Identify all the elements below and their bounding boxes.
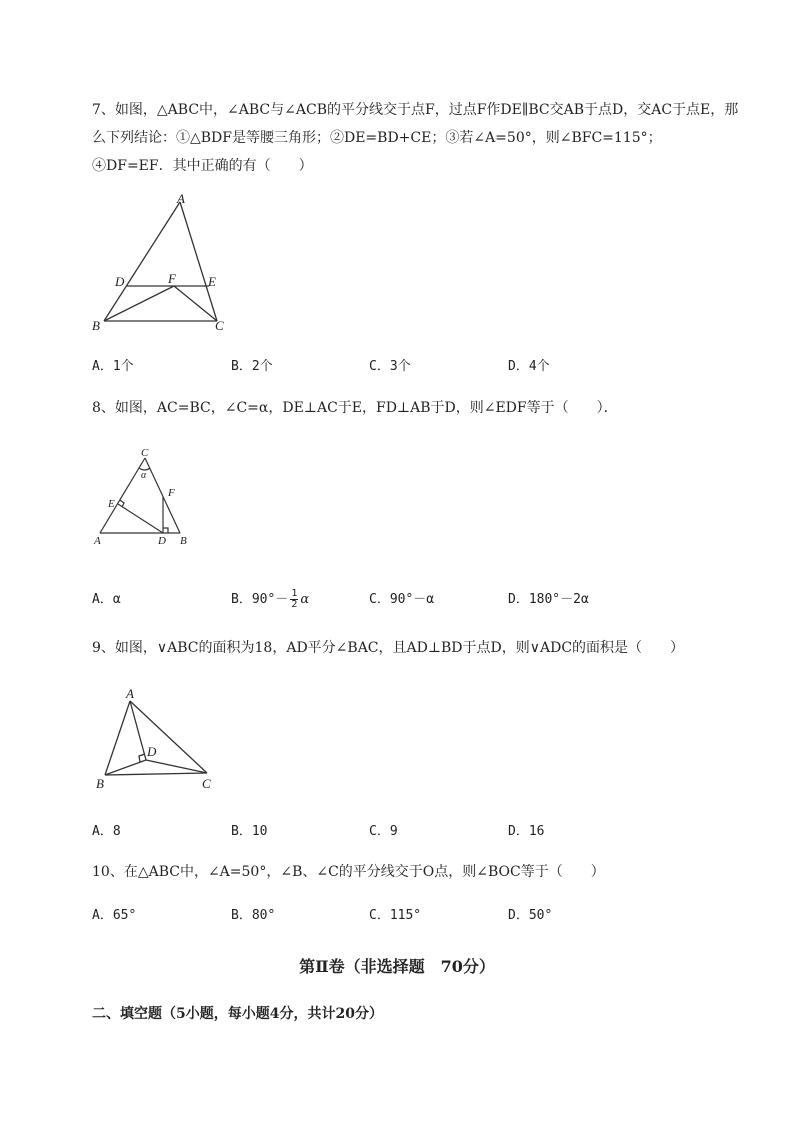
q8-label-e: E — [108, 498, 115, 510]
q8-option-b-suffix: α — [300, 592, 310, 607]
q9-option-d[interactable]: D．16 — [508, 824, 545, 839]
q8-fraction-denominator: 2 — [291, 599, 298, 610]
q8-label-alpha: α — [141, 470, 147, 481]
question-9-figure — [90, 684, 220, 794]
q9-option-a[interactable]: A．8 — [92, 824, 121, 839]
q7-option-c[interactable]: C．3个 — [369, 359, 411, 374]
q10-option-c[interactable]: C．115° — [369, 908, 422, 923]
question-8-options — [92, 586, 712, 614]
question-7-text: 7、如图，△ABC中，∠ABC与∠ACB的平分线交于点F，过点F作DE∥BC交AB于点D，交AC于点E，那么下列结论：①△BDF是等腰三角形；②DE=BD+CE；③若∠A=50°，则∠BFC=115°；④DF=EF．其中正确的有（ ） — [92, 102, 739, 174]
q7-label-d: D — [115, 274, 125, 289]
q7-side-ab — [104, 202, 180, 321]
q7-segment-cf — [174, 286, 217, 321]
q9-segment-ad — [130, 701, 146, 760]
q10-option-b[interactable]: B．80° — [231, 908, 276, 923]
q9-segment-cd — [146, 760, 207, 773]
q8-label-c: C — [141, 447, 149, 459]
q8-label-b: B — [180, 535, 187, 547]
q7-label-b: B — [92, 318, 100, 333]
q9-segment-bd — [105, 760, 146, 775]
q8-label-a: A — [94, 535, 101, 547]
question-8-figure — [90, 444, 200, 549]
question-9-text: 9、如图，∨ABC的面积为18，AD平分∠BAC，且AD⊥BD于点D，则∨ADC的面积是（ ） — [92, 640, 685, 656]
q7-label-c: C — [215, 318, 224, 333]
q8-option-c[interactable]: C．90°－α — [369, 592, 435, 607]
question-10 — [92, 858, 742, 886]
q7-option-b[interactable]: B．2个 — [231, 359, 273, 374]
q7-option-d[interactable]: D．4个 — [508, 359, 550, 374]
q8-fraction-numerator: 1 — [291, 588, 298, 599]
section-title: 第Ⅱ卷（非选择题 70分） — [299, 957, 495, 976]
question-8 — [92, 394, 742, 422]
question-8-text: 8、如图，AC=BC，∠C=α，DE⊥AC于E，FD⊥AB于D，则∠EDF等于（ ）． — [92, 400, 618, 416]
q8-right-angle-d — [163, 528, 168, 533]
q8-option-d[interactable]: D．180°－2α — [508, 592, 589, 607]
q9-option-b[interactable]: B．10 — [231, 824, 268, 839]
q8-segment-de — [118, 504, 163, 533]
part-title: 二、填空题（5小题，每小题4分，共计20分） — [92, 1006, 383, 1022]
q7-side-ac — [180, 202, 217, 321]
q9-label-d: D — [147, 744, 157, 759]
q8-option-b-prefix: B．90°－ — [231, 592, 289, 607]
q7-option-a[interactable]: A．1个 — [92, 359, 134, 374]
question-9 — [92, 634, 742, 662]
q9-side-ab — [105, 701, 130, 775]
question-7-figure — [88, 190, 238, 335]
question-9-options — [92, 820, 712, 842]
question-10-options — [92, 904, 712, 926]
q7-label-e: E — [208, 274, 216, 289]
q10-option-d[interactable]: D．50° — [508, 908, 553, 923]
q8-label-d: D — [158, 535, 166, 547]
q7-label-a: A — [177, 191, 185, 206]
q9-option-c[interactable]: C．9 — [369, 824, 398, 839]
q9-label-b: B — [96, 776, 104, 791]
q7-label-f: F — [168, 271, 176, 286]
q8-label-f: F — [168, 487, 175, 499]
q8-option-b-fraction — [290, 589, 298, 610]
q9-side-bc — [105, 773, 207, 775]
question-10-text: 10、在△ABC中，∠A=50°，∠B、∠C的平分线交于O点，则∠BOC等于（ ） — [92, 864, 605, 880]
q10-option-a[interactable]: A．65° — [92, 908, 137, 923]
question-7 — [92, 96, 742, 180]
q8-option-b[interactable] — [231, 586, 309, 614]
q8-option-a[interactable]: A．α — [92, 592, 121, 607]
q9-label-c: C — [202, 776, 211, 791]
q9-label-a: A — [126, 686, 134, 701]
q8-side-ac — [100, 458, 145, 533]
question-7-options — [92, 355, 712, 377]
